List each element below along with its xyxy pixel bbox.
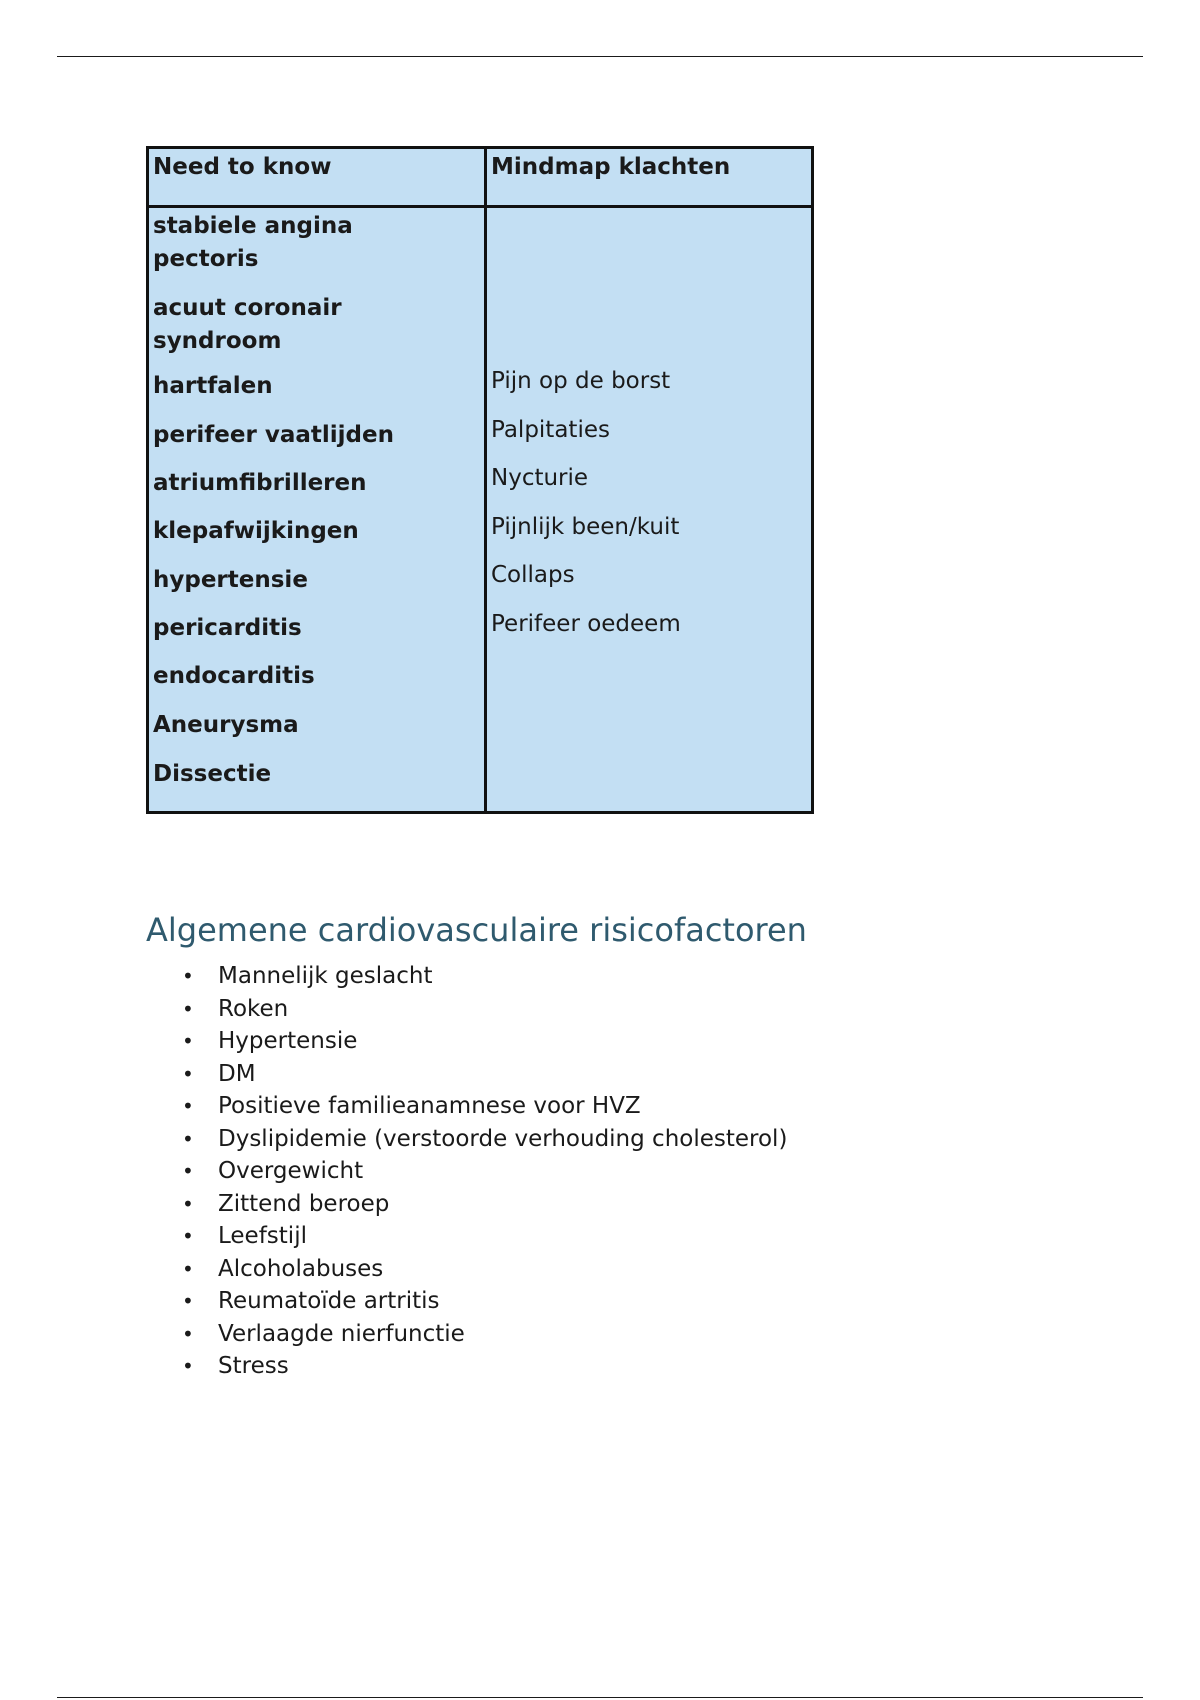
bullet-icon: •: [182, 964, 194, 988]
risk-factor-label: Alcoholabuses: [218, 1255, 384, 1282]
list-item: [146, 1123, 787, 1156]
header-mindmap-klachten: Mindmap klachten: [491, 154, 731, 180]
mindmap-klachten-column: [487, 208, 811, 811]
risk-factor-label: Dyslipidemie (verstoorde verhouding cholesterol): [218, 1125, 788, 1152]
complaint-item: Nycturie: [491, 465, 589, 491]
need-to-know-item: endocarditis: [153, 663, 315, 689]
risk-factor-label: Hypertensie: [218, 1028, 358, 1054]
complaint-item: Pijnlijk been/kuit: [491, 513, 680, 540]
bullet-icon: •: [182, 1256, 194, 1281]
risk-factor-list: [146, 960, 787, 1383]
list-item: [146, 993, 787, 1026]
bullet-icon: •: [182, 1029, 194, 1053]
bullet-icon: •: [182, 1289, 194, 1313]
complaint-item: Perifeer oedeem: [491, 610, 681, 637]
table-header-row: [149, 149, 811, 208]
header-need-to-know: Need to know: [149, 149, 487, 205]
risk-factor-label: Verlaagde nierfunctie: [218, 1320, 465, 1347]
need-to-know-item: atriumfibrilleren: [153, 470, 367, 496]
bullet-icon: •: [182, 1094, 194, 1118]
bullet-icon: •: [182, 1126, 194, 1151]
need-to-know-item: stabiele angina pectoris: [153, 213, 353, 272]
need-to-know-item: perifeer vaatlijden: [153, 422, 394, 448]
need-to-know-item: hartfalen: [153, 373, 273, 399]
list-item: [146, 1220, 787, 1253]
bullet-icon: •: [182, 1191, 194, 1216]
complaint-item: Collaps: [491, 562, 575, 588]
risk-factor-label: Positieve familieanamnese voor HVZ: [218, 1093, 641, 1119]
list-item: [146, 1155, 787, 1188]
list-item: [146, 1025, 787, 1058]
risk-factor-label: DM: [218, 1060, 256, 1087]
risk-factor-label: Roken: [218, 995, 289, 1022]
need-to-know-item: acuut coronair syndroom: [153, 295, 342, 354]
risk-factors-heading: Algemene cardiovasculaire risicofactoren: [146, 911, 807, 949]
complaint-item: Pijn op de borst: [491, 368, 671, 394]
list-item: [146, 1058, 787, 1091]
need-to-know-item: pericarditis: [153, 615, 302, 641]
need-to-know-table: [146, 146, 814, 814]
list-item: [146, 1188, 787, 1221]
need-to-know-column: [149, 208, 487, 811]
complaint-item: Palpitaties: [491, 416, 610, 443]
bullet-icon: •: [182, 1321, 194, 1346]
list-item: [146, 1285, 787, 1318]
risk-factor-label: Leefstijl: [218, 1223, 307, 1249]
list-item: [146, 1253, 787, 1286]
risk-factor-label: Reumatoïde artritis: [218, 1288, 440, 1314]
risk-factor-label: Overgewicht: [218, 1158, 364, 1184]
list-item: [146, 1318, 787, 1351]
need-to-know-item: hypertensie: [153, 567, 308, 593]
list-item: [146, 960, 787, 993]
risk-factor-label: Mannelijk geslacht: [218, 963, 433, 989]
need-to-know-item: klepafwijkingen: [153, 518, 359, 544]
bullet-icon: •: [182, 1061, 194, 1086]
bullet-icon: •: [182, 1354, 194, 1378]
need-to-know-item: Aneurysma: [153, 712, 299, 738]
bullet-icon: •: [182, 1224, 194, 1248]
page-bottom-rule: [57, 1697, 1143, 1698]
risk-factor-label: Zittend beroep: [218, 1190, 390, 1217]
need-to-know-item: Dissectie: [153, 761, 272, 787]
list-item: [146, 1090, 787, 1123]
risk-factor-label: Stress: [218, 1353, 289, 1379]
list-item: [146, 1350, 787, 1383]
page-top-rule: [57, 56, 1143, 57]
table-body-row: [149, 208, 811, 811]
bullet-icon: •: [182, 996, 194, 1021]
bullet-icon: •: [182, 1159, 194, 1183]
